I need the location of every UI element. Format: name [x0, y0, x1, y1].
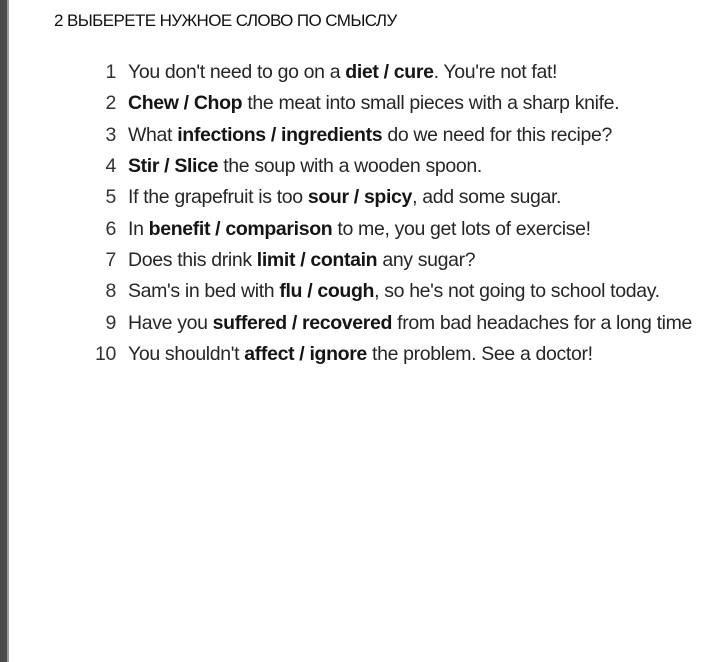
sentence-after: the problem. See a doctor!	[366, 342, 593, 365]
option-separator: /	[159, 155, 175, 178]
option-a: flu	[279, 280, 303, 303]
option-b: Chop	[193, 92, 243, 115]
exercise-item-2	[88, 88, 692, 119]
item-number: 3	[105, 123, 116, 146]
sentence-after: to me, you get lots of exercise!	[332, 217, 591, 240]
option-separator: /	[348, 186, 364, 209]
item-number: 10	[95, 342, 116, 365]
exercise-item-3	[88, 120, 692, 151]
option-separator: /	[210, 217, 226, 240]
sentence-before: You shouldn't	[128, 342, 245, 365]
exercise-item-1	[88, 57, 692, 88]
option-a: infections	[177, 123, 266, 146]
option-b: Slice	[174, 155, 219, 178]
item-number: 6	[105, 217, 116, 240]
item-number: 2	[105, 92, 116, 115]
sentence-before: If the grapefruit is too	[128, 186, 308, 209]
item-number: 4	[105, 155, 116, 178]
item-number: 7	[105, 248, 116, 271]
exercise-item-8	[88, 276, 692, 307]
sentence-after: . You're not fat!	[433, 61, 558, 84]
option-separator: /	[302, 280, 318, 303]
sentence-before: What	[128, 123, 178, 146]
sentence-before: Does this drink	[128, 248, 257, 271]
exercise-item-7	[88, 245, 692, 276]
sentence-after: the meat into small pieces with a sharp knife.	[242, 92, 620, 115]
option-separator: /	[286, 311, 303, 334]
item-number: 5	[105, 186, 116, 209]
option-b: contain	[310, 248, 378, 271]
sentence-before: Have you	[128, 311, 213, 334]
option-a: Chew	[128, 92, 179, 115]
sentence-before: In	[128, 217, 149, 240]
sentence-before: Sam's in bed with	[128, 280, 280, 303]
option-a: benefit	[148, 217, 211, 240]
exercise-list	[88, 57, 692, 370]
task-title: 2 ВЫБЕРЕТЕ НУЖНОЕ СЛОВО ПО СМЫСЛУ	[54, 11, 397, 30]
sentence-after: from bad headaches for a long time	[392, 311, 693, 334]
sentence-after: do we need for this recipe?	[382, 123, 613, 146]
option-a: affect	[244, 342, 295, 365]
option-a: Stir	[128, 155, 160, 178]
exercise-item-10	[88, 339, 692, 370]
exercise-item-5	[88, 182, 692, 213]
left-border	[0, 0, 7, 662]
sentence-after: any sugar?	[377, 248, 476, 271]
option-a: sour	[307, 186, 349, 209]
exercise-item-4	[88, 151, 692, 182]
option-a: limit	[256, 248, 296, 271]
option-b: spicy	[363, 186, 413, 209]
option-separator: /	[294, 342, 310, 365]
sentence-after: the soup with a wooden spoon.	[218, 155, 482, 178]
option-separator: /	[378, 61, 394, 84]
option-b: comparison	[225, 217, 333, 240]
exercise-item-6	[88, 213, 692, 244]
item-number: 1	[105, 61, 116, 84]
option-b: recovered	[302, 311, 393, 334]
option-a: diet	[345, 61, 379, 84]
item-number: 9	[105, 311, 116, 334]
option-b: cough	[317, 280, 375, 303]
option-separator: /	[295, 248, 311, 271]
sentence-after: , add some sugar.	[412, 186, 562, 209]
sentence-before: You don't need to go on a	[128, 61, 346, 84]
option-b: ingredients	[281, 123, 383, 146]
option-b: ignore	[309, 342, 367, 365]
option-separator: /	[178, 92, 194, 115]
option-b: cure	[393, 61, 434, 84]
exercise-item-9	[88, 307, 692, 338]
sentence-after: , so he's not going to school today.	[374, 280, 660, 303]
item-number: 8	[105, 280, 116, 303]
option-a: suffered	[212, 311, 287, 334]
option-separator: /	[265, 123, 281, 146]
